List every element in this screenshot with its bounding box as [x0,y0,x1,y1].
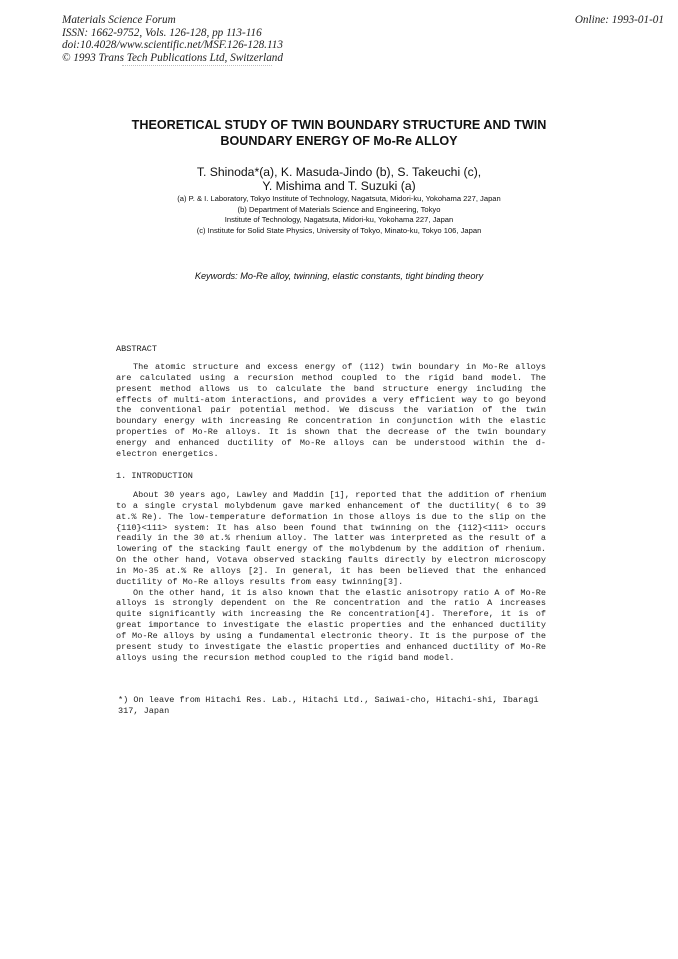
affiliation-b-cont: Institute of Technology, Nagatsuta, Midori-ku, Yokohama 227, Japan [224,215,454,225]
scan-artifact [122,65,272,68]
affiliations [90,194,588,236]
online-date: Online: 1993-01-01 [574,14,664,26]
affiliation-a: (a) P. & I. Laboratory, Tokyo Institute of Technology, Nagatsuta, Midori-ku, Yokohama 227, Japan [177,194,501,203]
abstract-body [116,362,546,460]
affiliation-b: (b) Department of Materials Science and Engineering, Tokyo [237,204,441,214]
intro-paragraph-2: On the other hand, it is also known that the elastic anisotropy ratio A of Mo-Re alloys is strongly dependent on the Re concentration and the ratio A increases quite significantly with increasing the Re concentration[4]. Therefore, it is of great importance to investigate the elastic properties and the enhanced ductility of Mo-Re alloys by using a fundamental electronic theory. It is the purpose of the present study to investigate the elastic properties and enhanced ductility of Mo-Re alloys using the recursion method coupled to the rigid band model. [116,587,546,663]
intro-paragraph-1: About 30 years ago, Lawley and Maddin [1], reported that the addition of rhenium to a single crystal molybdenum gave marked enhancement of the ductility( 6 to 39 at.% Re). The low-temperature deformation in those alloys is due to the slip on the {110}<111> system: It has also been found that twinning on the {112}<111> occurs readily in the 30 at.% rhenium alloy. The latter was interpreted as the result of a lowering of the stacking fault energy of the molybdenum by the addition of rhenium. On the other hand, Votava observed stacking faults directly by electron microscopy in Mo-35 at.% Re alloys [2]. In general, it has been believed that the enhanced ductility of Mo-Re alloys results from easy twinning[3]. [116,490,546,587]
keywords: Keywords: Mo-Re alloy, twinning, elastic constants, tight binding theory [194,271,484,281]
authors-line-2: Y. Mishima and T. Suzuki (a) [262,178,416,193]
introduction-heading: 1. INTRODUCTION [116,471,193,481]
abstract-text: The atomic structure and excess energy of (112) twin boundary in Mo-Re alloys are calculated using a recursion method coupled to the rigid band model. The present method allows us to calculate the band structure energy including the effects of multi-atom interactions, and provides a very efficient way to go beyond the conventional pair potential method. We discuss the variation of the twin boundary energy with increasing Re concentration in conjunction with the elastic properties of Mo-Re alloys. It is shown that the decrease of the twin boundary energy and enhanced ductility of Mo-Re alloys can be understood within the d-electron energetics. [116,362,546,459]
affiliation-c: (c) Institute for Solid State Physics, University of Tokyo, Minato-ku, Tokyo 106, Japan [196,225,482,235]
abstract-heading: ABSTRACT [116,344,158,354]
author-list [100,166,578,193]
footnote-text: *) On leave from Hitachi Res. Lab., Hitachi Ltd., Saiwai-cho, Hitachi-shi, Ibaragi 317, Japan [118,695,539,716]
authors-line-1: T. Shinoda*(a), K. Masuda-Jindo (b), S. Takeuchi (c), [196,165,482,179]
issn-line: ISSN: 1662-9752, Vols. 126-128, pp 113-116 [62,26,262,39]
introduction-body [116,490,546,664]
journal-name: Materials Science Forum [62,14,176,26]
doi-line: doi:10.4028/www.scientific.net/MSF.126-128.113 [62,39,283,52]
paper-title: THEORETICAL STUDY OF TWIN BOUNDARY STRUCTURE AND TWIN BOUNDARY ENERGY OF Mo-Re ALLOY [131,118,547,148]
copyright-line: © 1993 Trans Tech Publications Ltd, Switzerland [62,51,283,64]
footnote [118,695,548,717]
publication-header [62,14,283,64]
